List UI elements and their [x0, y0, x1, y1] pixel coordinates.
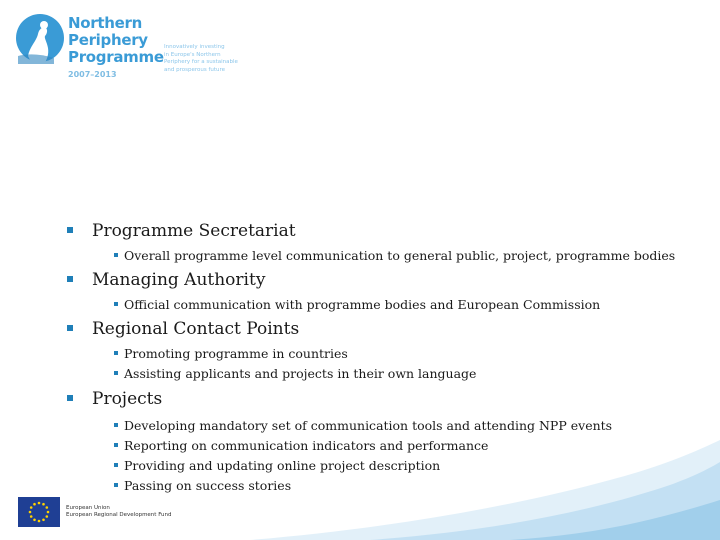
square-bullet-icon — [67, 276, 73, 282]
square-bullet-icon — [114, 483, 118, 487]
bullet-group — [66, 318, 706, 384]
sub-bullet-text: Official communication with programme bodies and European Commission — [124, 297, 601, 312]
sub-bullet-text: Promoting programme in countries — [124, 346, 348, 361]
sub-list — [66, 295, 706, 315]
sub-bullet-text: Overall programme level communication to general public, project, programme bodies — [124, 248, 676, 263]
npp-logo-mark-icon — [14, 12, 70, 74]
sub-list — [66, 246, 706, 266]
sub-bullet — [66, 364, 706, 384]
sub-bullet-text: Assisting applicants and projects in their own language — [124, 366, 477, 381]
sub-bullet — [66, 295, 706, 315]
bullet-heading — [66, 220, 706, 242]
sub-bullet-text: Passing on success stories — [124, 478, 292, 493]
bullet-heading — [66, 388, 706, 410]
npp-logo — [14, 12, 264, 84]
sub-bullet — [66, 476, 706, 496]
square-bullet-icon — [114, 253, 118, 257]
sub-bullet — [66, 344, 706, 364]
bullet-heading — [66, 318, 706, 340]
logo-tagline — [164, 44, 238, 74]
square-bullet-icon — [67, 227, 73, 233]
heading-text: Programme Secretariat — [92, 221, 296, 241]
logo-title-line: Programme — [68, 48, 164, 66]
eu-text — [66, 505, 172, 519]
sub-bullet — [66, 436, 706, 456]
logo-title-line: Northern — [68, 14, 142, 32]
square-bullet-icon — [114, 443, 118, 447]
heading-text: Regional Contact Points — [92, 319, 300, 339]
square-bullet-icon — [114, 302, 118, 306]
sub-bullet-text: Providing and updating online project description — [124, 458, 441, 473]
sub-list — [66, 344, 706, 384]
logo-title — [68, 15, 164, 66]
eu-text-line: European Regional Development Fund — [66, 512, 172, 518]
sub-bullet-text: Reporting on communication indicators and performance — [124, 438, 489, 453]
bullet-group — [66, 220, 706, 266]
bullet-heading — [66, 269, 706, 291]
sub-bullet — [66, 416, 706, 436]
sub-bullet-text: Developing mandatory set of communication tools and attending NPP events — [124, 418, 613, 433]
square-bullet-icon — [114, 351, 118, 355]
bullet-list — [66, 220, 706, 496]
square-bullet-icon — [114, 463, 118, 467]
eu-text-line: European Union — [66, 505, 110, 511]
sub-list — [66, 416, 706, 496]
eu-flag-icon — [18, 497, 60, 527]
bullet-group — [66, 388, 706, 496]
tagline-line: Innovatively investing — [164, 44, 225, 50]
tagline-line: Periphery for a sustainable — [164, 59, 238, 65]
sub-bullet — [66, 246, 706, 266]
heading-text: Projects — [92, 389, 163, 409]
eu-logo — [18, 497, 218, 531]
tagline-line: and prosperous future — [164, 66, 226, 73]
tagline-line: in Europe's Northern — [164, 51, 221, 58]
square-bullet-icon — [114, 423, 118, 427]
logo-years: 2007–2013 — [68, 70, 117, 79]
bullet-group — [66, 269, 706, 315]
square-bullet-icon — [114, 371, 118, 375]
square-bullet-icon — [67, 395, 73, 401]
heading-text: Managing Authority — [92, 270, 266, 290]
square-bullet-icon — [67, 325, 73, 331]
logo-title-line: Periphery — [68, 31, 148, 49]
sub-bullet — [66, 456, 706, 476]
